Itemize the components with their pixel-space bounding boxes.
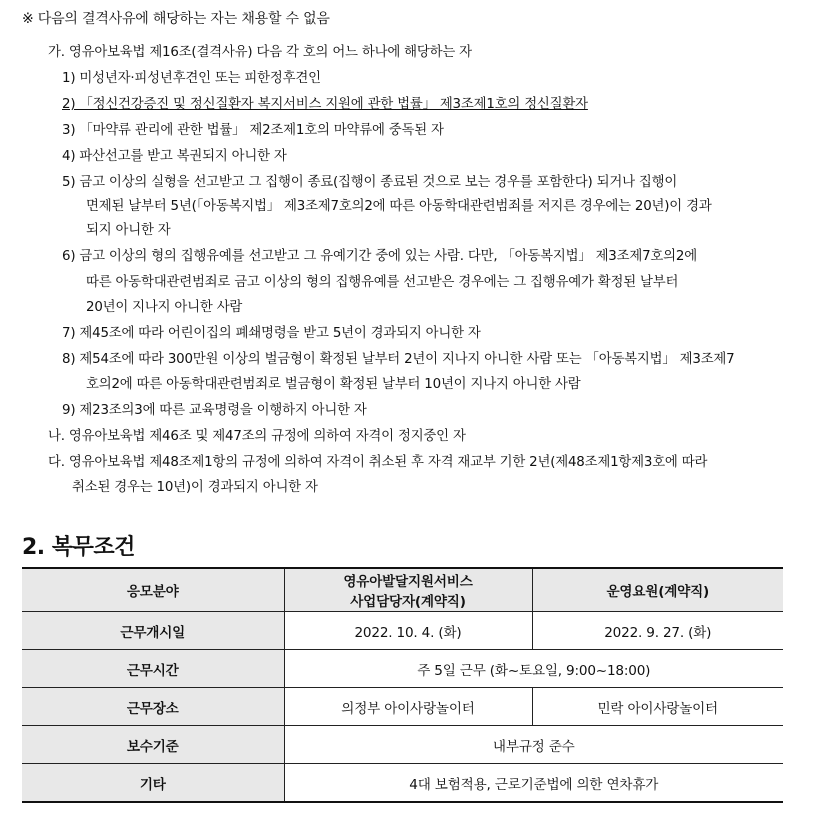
location-col2: 민락 아이사랑놀이터 xyxy=(532,688,783,726)
clause-a-item-6: 6) 금고 이상의 형의 집행유예를 선고받고 그 유예기간 중에 있는 사람. 다만, 「아동복지법」 제3조제7호의2에 xyxy=(62,249,697,264)
header-col1-line2: 사업담당자(계약직) xyxy=(350,594,466,610)
hours-value: 주 5일 근무 (화~토요일, 9:00~18:00) xyxy=(284,650,783,688)
clause-c-cont: 취소된 경우는 10년)이 경과되지 아니한 자 xyxy=(72,480,318,495)
clause-a-item-8: 8) 제54조에 따라 300만원 이상의 벌금형이 확정된 날부터 2년이 지나지 아니한 사람 또는 「아동복지법」 제3조제7 xyxy=(62,352,735,367)
header-label: 응모분야 xyxy=(22,568,284,612)
clause-c: 다. 영유아보육법 제48조제1항의 규정에 의하여 자격이 취소된 후 자격 재교부 기한 2년(제48조제1항제3호에 따라 xyxy=(48,455,708,470)
clause-a-title: 가. 영유아보육법 제16조(결격사유) 다음 각 호의 어느 하나에 해당하는 자 xyxy=(48,45,472,60)
other-value: 4대 보험적용, 근로기준법에 의한 연차휴가 xyxy=(284,764,783,803)
start-date-col2: 2022. 9. 27. (화) xyxy=(532,612,783,650)
salary-value: 내부규정 준수 xyxy=(284,726,783,764)
section-title: 2. 복무조건 xyxy=(22,535,135,560)
clause-a-item-3: 3) 「마약류 관리에 관한 법률」 제2조제1호의 마약류에 중독된 자 xyxy=(62,123,444,138)
header-col1-line1: 영유아발달지원서비스 xyxy=(343,574,473,590)
clause-a-item-5-cont: 면제된 날부터 5년(「아동복지법」 제3조제7호의2에 따른 아동학대관련범죄를 저지른 경우에는 20년)이 경과 xyxy=(86,199,712,214)
clause-b: 나. 영유아보육법 제46조 및 제47조의 규정에 의하여 자격이 정지중인 자 xyxy=(48,429,466,444)
clause-a-item-8-cont: 호의2에 따른 아동학대관련범죄로 벌금형이 확정된 날부터 10년이 지나지 아니한 사람 xyxy=(86,377,581,392)
start-date-col1: 2022. 10. 4. (화) xyxy=(284,612,532,650)
location-col1: 의정부 아이사랑놀이터 xyxy=(284,688,532,726)
row-label: 근무장소 xyxy=(22,688,284,726)
row-label: 보수기준 xyxy=(22,726,284,764)
table-row xyxy=(22,726,783,764)
table-header-row xyxy=(22,568,783,612)
row-label: 근무시간 xyxy=(22,650,284,688)
header-col2: 운영요원(계약직) xyxy=(532,568,783,612)
header-col1 xyxy=(284,568,532,612)
clause-a-item-1: 1) 미성년자·피성년후견인 또는 피한정후견인 xyxy=(62,71,321,86)
notice-header: ※ 다음의 결격사유에 해당하는 자는 채용할 수 없음 xyxy=(22,11,330,27)
clause-a-item-5-cont: 되지 아니한 자 xyxy=(86,223,171,238)
row-label: 기타 xyxy=(22,764,284,803)
work-conditions-table xyxy=(22,567,783,803)
clause-a-item-2: 2) 「정신건강증진 및 정신질환자 복지서비스 지원에 관한 법률」 제3조제1호의 정신질환자 xyxy=(62,97,588,112)
clause-a-item-9: 9) 제23조의3에 따른 교육명령을 이행하지 아니한 자 xyxy=(62,403,367,418)
clause-a-item-6-cont: 따른 아동학대관련범죄로 금고 이상의 형의 집행유예를 선고받은 경우에는 그 집행유예가 확정된 날부터 xyxy=(86,275,679,290)
table-row xyxy=(22,612,783,650)
table-row xyxy=(22,650,783,688)
clause-a-item-5: 5) 금고 이상의 실형을 선고받고 그 집행이 종료(집행이 종료된 것으로 보는 경우를 포함한다) 되거나 집행이 xyxy=(62,175,678,190)
row-label: 근무개시일 xyxy=(22,612,284,650)
clause-a-item-4: 4) 파산선고를 받고 복권되지 아니한 자 xyxy=(62,149,287,164)
table-row xyxy=(22,688,783,726)
clause-a-item-6-cont: 20년이 지나지 아니한 사람 xyxy=(86,300,243,315)
table-row xyxy=(22,764,783,803)
clause-a-item-7: 7) 제45조에 따라 어린이집의 폐쇄명령을 받고 5년이 경과되지 아니한 자 xyxy=(62,326,481,341)
